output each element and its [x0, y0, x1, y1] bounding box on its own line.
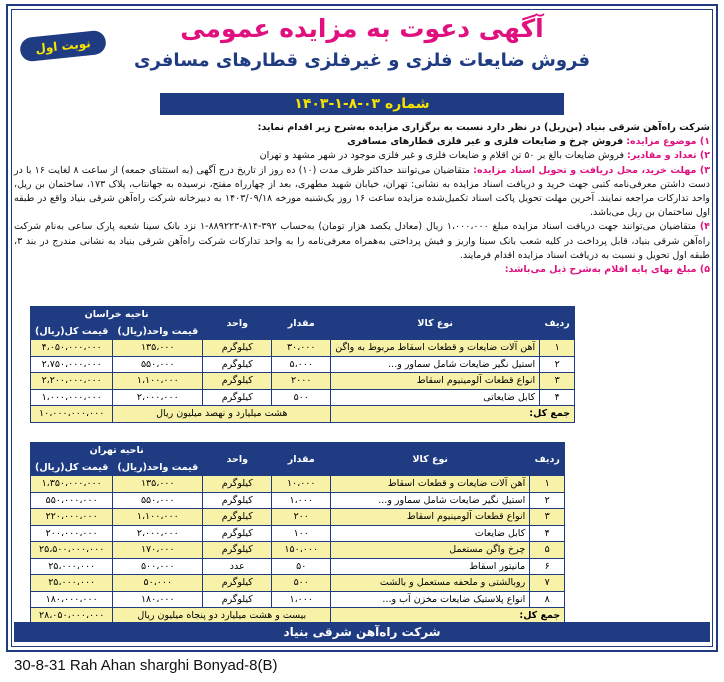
total-price: ۵۵۰،۰۰۰،۰۰۰: [31, 492, 113, 509]
clause-5: [14, 263, 710, 277]
col-row: ردیف: [530, 443, 565, 476]
item-quantity: ۳۰،۰۰۰: [272, 340, 331, 357]
table-row: [31, 509, 565, 526]
item-unit: کیلوگرم: [203, 373, 272, 390]
intro-text: شرکت راه‌آهن شرقی بنیاد (بن‌ریل) در نظر دارد نسبت به برگزاری مزایده به‌شرح زیر اقدام نماید:: [257, 122, 710, 133]
row-number: ۴: [530, 525, 565, 542]
unit-price: ۱،۱۰۰،۰۰۰: [113, 509, 203, 526]
table-row: [31, 373, 575, 390]
total-price: ۱،۰۰۰،۰۰۰،۰۰۰: [31, 389, 113, 406]
company-footer: شرکت راه‌آهن شرقی بنیاد: [14, 622, 710, 642]
col-total-price: قیمت کل(ریال): [31, 323, 113, 340]
table-row: [31, 476, 565, 493]
total-price: ۲۵،۰۰۰،۰۰۰: [31, 558, 113, 575]
table-row: [31, 389, 575, 406]
total-price: ۱۸۰،۰۰۰،۰۰۰: [31, 591, 113, 608]
total-in-words: بیست و هشت میلیارد دو پنجاه میلیون ریال: [113, 608, 331, 625]
table-row: [31, 492, 565, 509]
item-quantity: ۵،۰۰۰: [272, 356, 331, 373]
total-label: جمع کل:: [331, 406, 575, 423]
clause-1-text: فروش چرخ و ضایعات فلزی و غیر فلزی قطارهای مسافری: [347, 136, 624, 148]
item-name: انواع قطعات آلومینیوم اسقاط: [331, 373, 540, 390]
item-quantity: ۱۰،۰۰۰: [272, 476, 331, 493]
row-number: ۳: [530, 509, 565, 526]
item-unit: کیلوگرم: [203, 356, 272, 373]
notice-body: [14, 121, 710, 277]
item-unit: کیلوگرم: [203, 389, 272, 406]
total-price: ۲۵،۵۰۰،۰۰۰،۰۰۰: [31, 542, 113, 559]
table-row: [31, 575, 565, 592]
notice-number: شماره ۰۳-۸-۱-۱۴۰۳: [160, 93, 564, 115]
clause-5-label: ۵) مبلغ بهای پایه اقلام به‌شرح ذیل می‌باشد:: [504, 264, 710, 276]
table-row: [31, 558, 565, 575]
table-row: [31, 356, 575, 373]
tehran-price-table: [30, 442, 565, 625]
item-name: مانیتور اسقاط: [331, 558, 530, 575]
first-publication-badge: نوبت اول: [19, 30, 107, 63]
total-price: ۲،۷۵۰،۰۰۰،۰۰۰: [31, 356, 113, 373]
notice-subtitle: فروش ضایعات فلزی و غیرفلزی قطارهای مسافری: [133, 50, 591, 71]
item-name: استیل نگیر ضایعات شامل سماور و...: [331, 356, 540, 373]
row-number: ۷: [530, 575, 565, 592]
region-tehran: ناحیه تهران: [31, 443, 203, 460]
total-price: ۲۰۰،۰۰۰،۰۰۰: [31, 525, 113, 542]
item-quantity: ۵۰: [272, 558, 331, 575]
item-quantity: ۱،۰۰۰: [272, 591, 331, 608]
region-khorasan: ناحیه خراسان: [31, 307, 203, 324]
unit-price: ۱۷۰،۰۰۰: [113, 542, 203, 559]
row-number: ۳: [540, 373, 575, 390]
col-qty: مقدار: [272, 307, 331, 340]
item-quantity: ۲۰۰: [272, 509, 331, 526]
row-number: ۱: [540, 340, 575, 357]
table-row: [31, 525, 565, 542]
item-quantity: ۱۰۰: [272, 525, 331, 542]
clause-4: [14, 220, 710, 263]
col-unit-price: قیمت واحد(ریال): [113, 459, 203, 476]
item-name: روبالشتی و ملحفه مستعمل و بالشت: [331, 575, 530, 592]
clause-3-text: متقاضیان می‌توانند حداکثر ظرف مدت (۱۰) ده روز از تاریخ درج آگهی (به استثنای جمعه) از ساعت ۸ لغایت ۱۶ با در دست داشتن معرفی‌نامه کتبی جهت خرید و دریافت اسناد مزایده به نشانی: تهران، خیابان شهید مطهری، بعد از چهارراه مفتح، نرسیده به جهانتاب، پلاک ۱۷۳، ساختمان بن ریل، واحد تدارکات مراجعه نمایند. آخرین مهلت تحویل پاکت اسناد تکمیل‌شده مزایده ساعت ۱۶ روز یک‌شنبه مورخه ۱۴۰۳/۰۹/۱۸ به دبیرخانه شرکت راه‌آهن شرقی بنیاد واقع در طبقه اول ساختمان بن ریل می‌باشد.: [14, 164, 710, 219]
total-label: جمع کل:: [331, 608, 565, 625]
table-row: [31, 542, 565, 559]
clause-2: [14, 149, 710, 163]
clause-2-label: ۲) تعداد و مقادیر:: [627, 150, 710, 162]
unit-price: ۵۵۰،۰۰۰: [113, 356, 203, 373]
unit-price: ۲،۰۰۰،۰۰۰: [113, 389, 203, 406]
col-item: نوع کالا: [331, 443, 530, 476]
row-number: ۶: [530, 558, 565, 575]
unit-price: ۵۵۰،۰۰۰: [113, 492, 203, 509]
item-unit: کیلوگرم: [203, 476, 272, 493]
grand-total: ۱۰،۰۰۰،۰۰۰،۰۰۰: [31, 406, 113, 423]
item-name: استیل نگیر ضایعات شامل سماور و...: [331, 492, 530, 509]
clause-4-text: متقاضیان می‌توانند جهت دریافت اسناد مزایده مبلغ ۱،۰۰۰،۰۰۰ ریال (معادل یکصد هزار تومان) به‌حساب ۳۹۲-۸۱۴-۸۸۹۲۲۳-۱ نزد بانک سینا شعبه پارک ساعی به‌نام شرکت راه‌آهن شرقی بنیاد، قابل پرداخت در کلیه شعب بانک سینا واریز و فیش پرداختی به‌همراه معرفی‌نامه را به واحد تدارکات شرکت راه‌آهن شرقی بنیاد به نشانی مندرج در بند ۳، طبقه اول تحویل و نسبت به دریافت اسناد مزایده اقدام فرمایند.: [14, 221, 710, 261]
total-in-words: هشت میلیارد و نهصد میلیون ریال: [113, 406, 331, 423]
unit-price: ۲،۰۰۰،۰۰۰: [113, 525, 203, 542]
total-price: ۱،۳۵۰،۰۰۰،۰۰۰: [31, 476, 113, 493]
item-quantity: ۵۰۰: [272, 389, 331, 406]
unit-price: ۵۰،۰۰۰: [113, 575, 203, 592]
item-unit: کیلوگرم: [203, 575, 272, 592]
total-price: ۴،۰۵۰،۰۰۰،۰۰۰: [31, 340, 113, 357]
row-number: ۵: [530, 542, 565, 559]
row-number: ۱: [530, 476, 565, 493]
image-caption: 30-8-31 Rah Ahan sharghi Bonyad-8(B): [14, 657, 278, 674]
khorasan-rows: [31, 340, 575, 423]
unit-price: ۱۳۵،۰۰۰: [113, 340, 203, 357]
unit-price: ۱۳۵،۰۰۰: [113, 476, 203, 493]
row-number: ۲: [530, 492, 565, 509]
col-unit-price: قیمت واحد(ریال): [113, 323, 203, 340]
item-name: کابل ضایعاتی: [331, 389, 540, 406]
item-unit: کیلوگرم: [203, 340, 272, 357]
clause-2-text: فروش ضایعات بالغ بر ۵۰ تن اقلام و ضایعات فلزی و غیر فلزی موجود در شهر مشهد و تهران: [259, 150, 624, 162]
notice-title: آگهی دعوت به مزایده عمومی: [180, 14, 544, 43]
grand-total: ۲۸،۰۵۰،۰۰۰،۰۰۰: [31, 608, 113, 625]
item-quantity: ۱،۰۰۰: [272, 492, 331, 509]
table-row: [31, 340, 575, 357]
total-row: [31, 406, 575, 423]
item-quantity: ۵۰۰: [272, 575, 331, 592]
total-price: ۲،۲۰۰،۰۰۰،۰۰۰: [31, 373, 113, 390]
tehran-rows: [31, 476, 565, 625]
item-name: آهن آلات ضایعات و قطعات اسقاط مربوط به واگن: [331, 340, 540, 357]
item-quantity: ۱۵۰،۰۰۰: [272, 542, 331, 559]
col-total-price: قیمت کل(ریال): [31, 459, 113, 476]
total-price: ۲۲۰،۰۰۰،۰۰۰: [31, 509, 113, 526]
item-name: آهن آلات ضایعات و قطعات اسقاط: [331, 476, 530, 493]
total-price: ۲۵،۰۰۰،۰۰۰: [31, 575, 113, 592]
unit-price: ۱،۱۰۰،۰۰۰: [113, 373, 203, 390]
item-unit: کیلوگرم: [203, 509, 272, 526]
clause-3: [14, 164, 710, 221]
item-unit: کیلوگرم: [203, 542, 272, 559]
clause-3-label: ۳) مهلت خرید، محل دریافت و تحویل اسناد مزایده:: [473, 164, 710, 176]
khorasan-price-table: [30, 306, 575, 423]
col-qty: مقدار: [272, 443, 331, 476]
row-number: ۴: [540, 389, 575, 406]
row-number: ۲: [540, 356, 575, 373]
item-unit: کیلوگرم: [203, 591, 272, 608]
unit-price: ۱۸۰،۰۰۰: [113, 591, 203, 608]
item-unit: عدد: [203, 558, 272, 575]
item-unit: کیلوگرم: [203, 492, 272, 509]
unit-price: ۵۰۰،۰۰۰: [113, 558, 203, 575]
clause-4-label: ۴): [699, 221, 710, 233]
row-number: ۸: [530, 591, 565, 608]
item-name: انواع پلاستیک ضایعات مخزن آب و...: [331, 591, 530, 608]
item-unit: کیلوگرم: [203, 525, 272, 542]
clause-1-label: ۱) موضوع مزایده:: [626, 136, 710, 148]
item-quantity: ۲۰۰۰: [272, 373, 331, 390]
col-row: ردیف: [540, 307, 575, 340]
item-name: کابل ضایعات: [331, 525, 530, 542]
item-name: انواع قطعات آلومینیوم اسقاط: [331, 509, 530, 526]
table-row: [31, 591, 565, 608]
clause-1: [14, 135, 710, 149]
item-name: چرخ واگن مستعمل: [331, 542, 530, 559]
col-unit: واحد: [203, 307, 272, 340]
col-unit: واحد: [203, 443, 272, 476]
col-item: نوع کالا: [331, 307, 540, 340]
